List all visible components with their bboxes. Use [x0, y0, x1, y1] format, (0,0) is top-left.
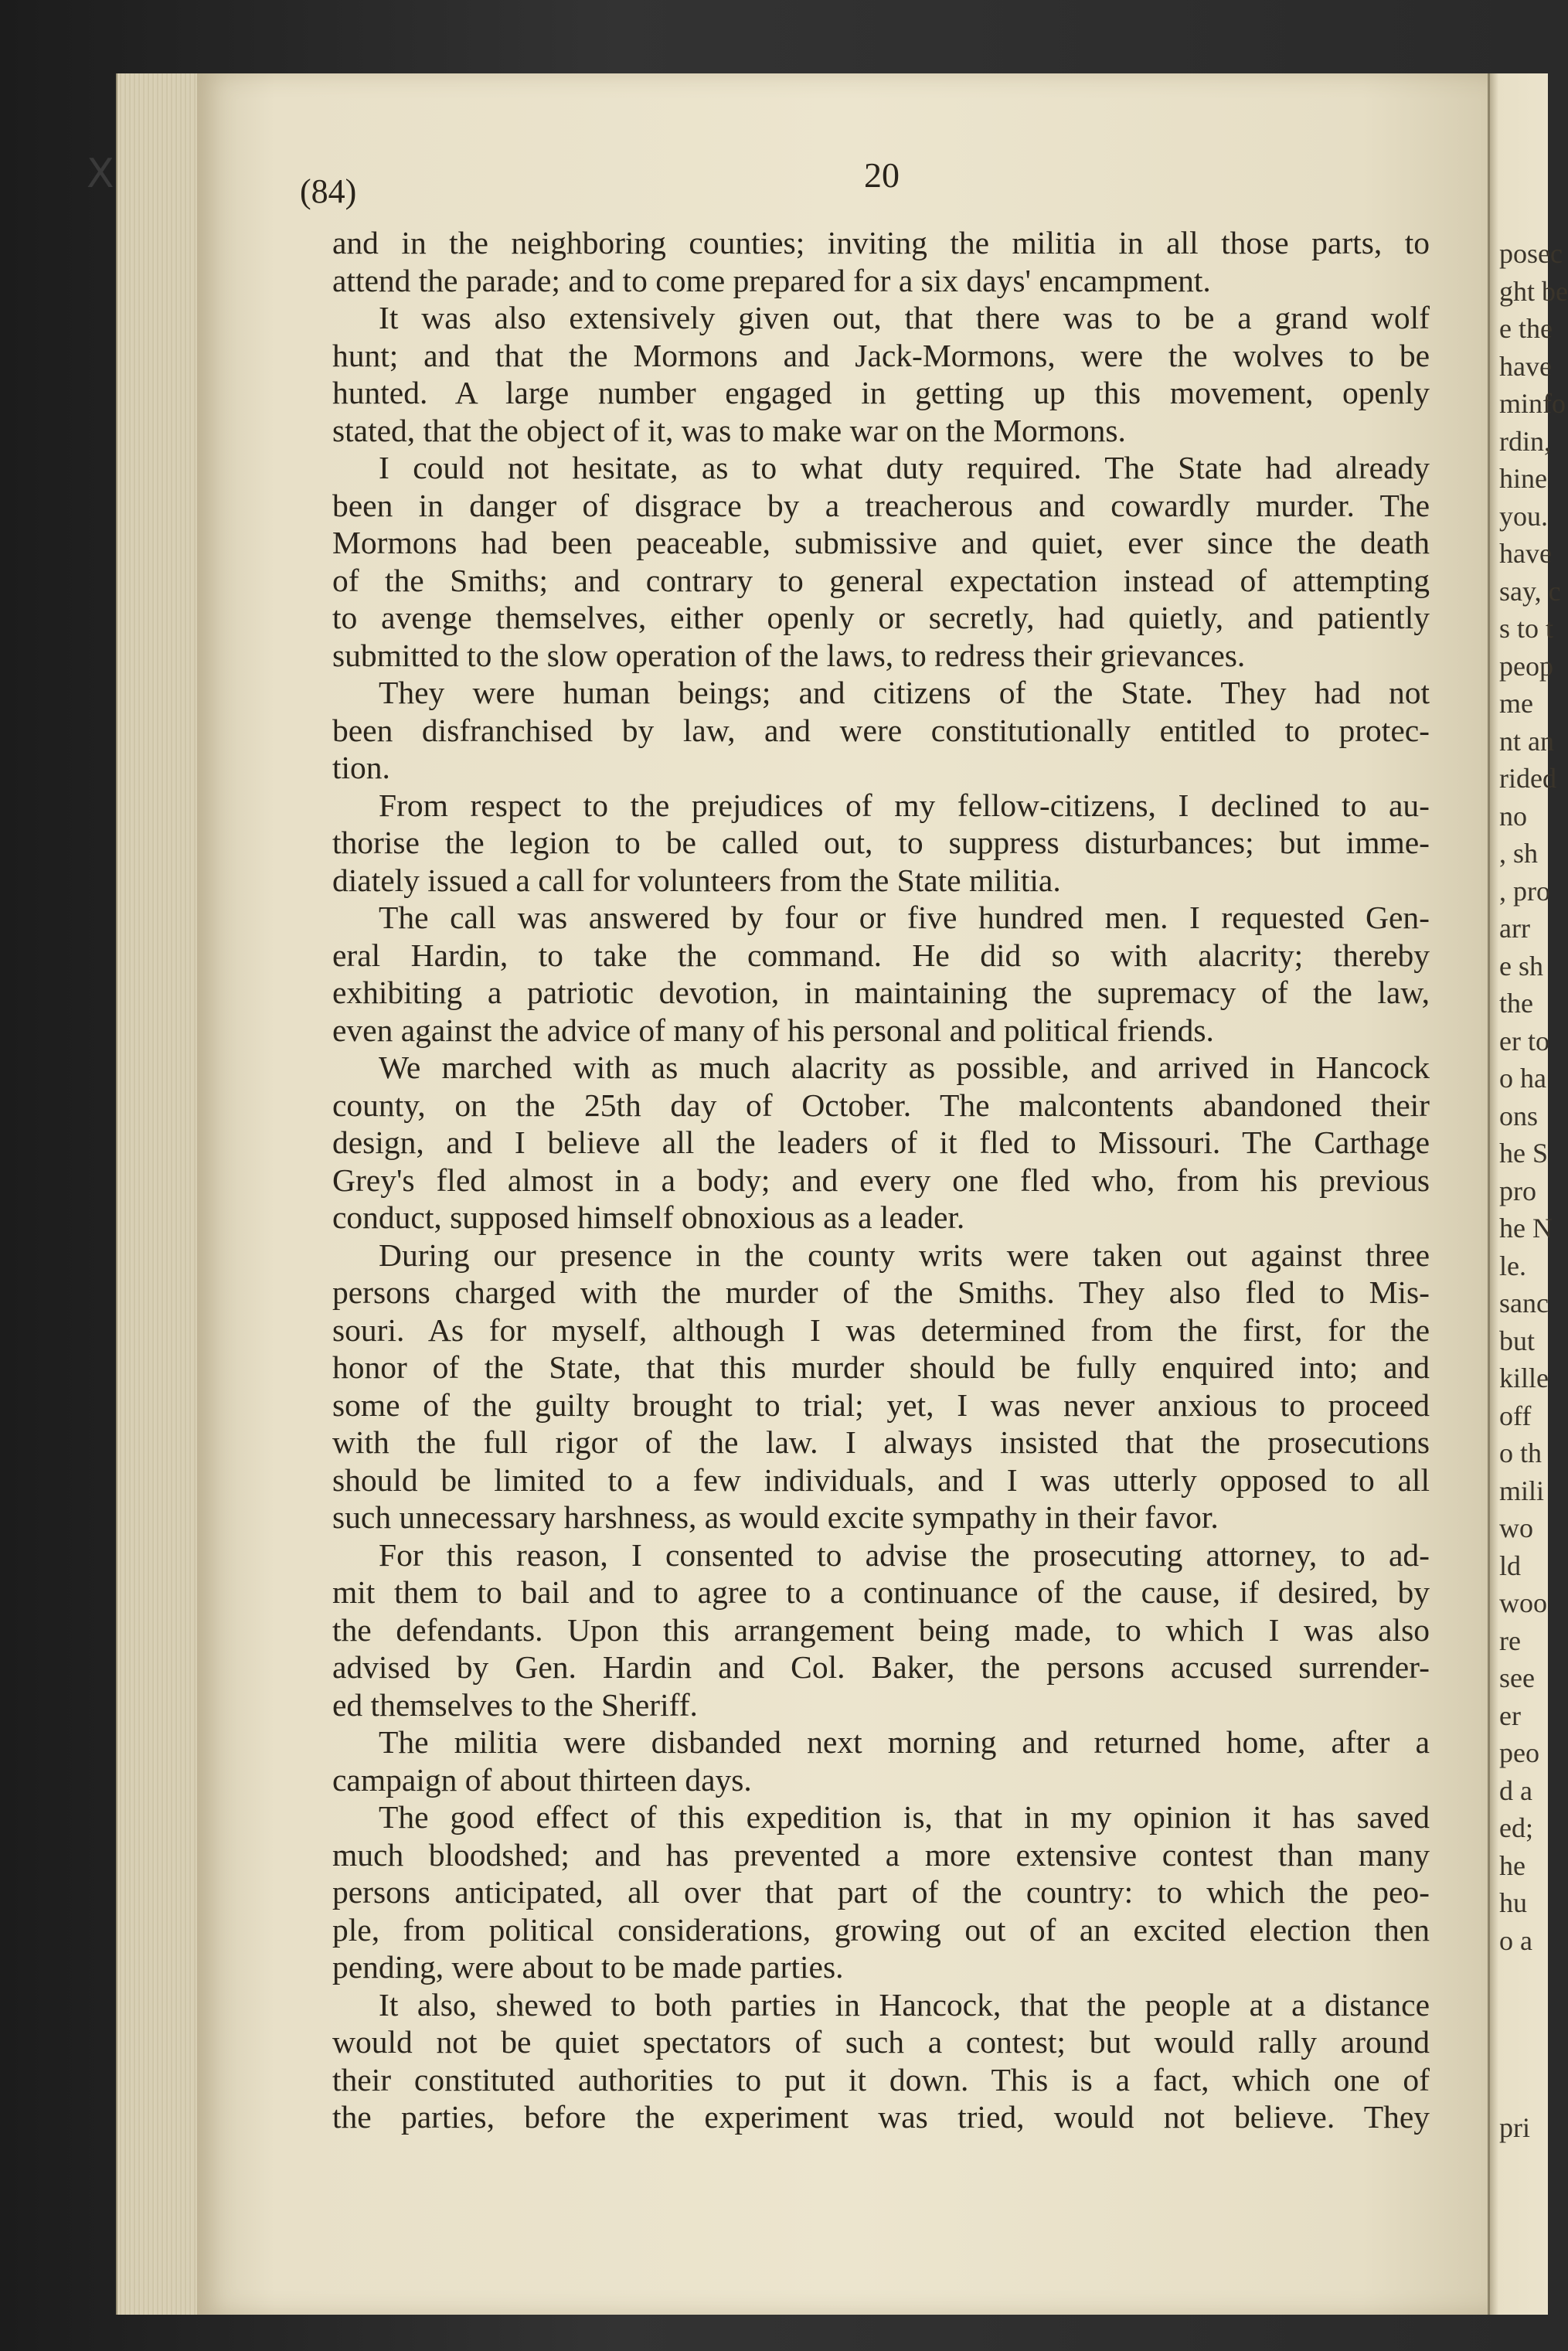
text-line: persons anticipated, all over that part of the country: to which the peo-: [332, 1874, 1430, 1910]
facing-page-text: pro: [1499, 1175, 1536, 1206]
facing-page-text: have: [1499, 538, 1552, 569]
text-line: hunted. A large number engaged in getting up this movement, openly: [332, 375, 1430, 410]
facing-page-text: ed;: [1499, 1812, 1533, 1843]
text-line: such unnecessary harshness, as would excite sympathy in their favor.: [332, 1499, 1219, 1535]
text-line: honor of the State, that this murder should be fully enquired into; and: [332, 1349, 1430, 1385]
facing-page-text: you.: [1499, 500, 1548, 532]
text-line: hunt; and that the Mormons and Jack-Mormons, were the wolves to be: [332, 337, 1430, 373]
facing-page-text: re: [1499, 1625, 1521, 1656]
facing-page-text: peop: [1499, 650, 1553, 682]
text-line: even against the advice of many of his personal and political friends.: [332, 1012, 1214, 1048]
text-line: to avenge themselves, either openly or secretly, had quietly, and patiently: [332, 600, 1430, 635]
text-line: design, and I believe all the leaders of it fled to Missouri. The Carthage: [332, 1124, 1430, 1160]
facing-page-text: no: [1499, 800, 1527, 832]
text-line: should be limited to a few individuals, and I was utterly opposed to all: [332, 1461, 1430, 1498]
facing-page-text: ons: [1499, 1100, 1539, 1131]
facing-page-text: say, c: [1499, 575, 1561, 607]
facing-page-text: peo: [1499, 1737, 1539, 1768]
facing-page-text: wo: [1499, 1512, 1533, 1543]
facing-page-fragment: [1488, 73, 1568, 2315]
facing-page-text: le.: [1499, 1250, 1526, 1281]
text-line: county, on the 25th day of October. The malcontents abandoned their: [332, 1087, 1430, 1123]
text-line: the defendants. Upon this arrangement being made, to which I was also: [332, 1611, 1430, 1648]
facing-page-text: ld: [1499, 1550, 1522, 1581]
text-line: stated, that the object of it, was to make war on the Mormons.: [332, 412, 1126, 448]
facing-page-text: see: [1499, 1662, 1535, 1693]
text-line: much bloodshed; and has prevented a more extensive contest than many: [332, 1836, 1430, 1873]
facing-page-text: he S: [1499, 1138, 1548, 1169]
text-line: mit them to bail and to agree to a continuance of the cause, if desired, by: [332, 1574, 1430, 1610]
text-line: conduct, supposed himself obnoxious as a leader.: [332, 1199, 965, 1235]
text-line: submitted to the slow operation of the laws, to redress their grievances.: [332, 637, 1246, 673]
facing-page-text: e the: [1499, 313, 1553, 344]
original-page-number: (84): [300, 172, 357, 210]
text-line: thorise the legion to be called out, to suppress disturbances; but imme-: [332, 825, 1430, 860]
text-line: It was also extensively given out, that there was to be a grand wolf: [379, 300, 1430, 335]
text-line: eral Hardin, to take the command. He did so with alacrity; thereby: [332, 937, 1430, 973]
text-line: the parties, before the experiment was tried, would not believe. They: [332, 2099, 1430, 2135]
facing-page-text: er: [1499, 1699, 1521, 1731]
facing-page-text: o a: [1499, 1924, 1532, 1956]
facing-page-text: rdin,: [1499, 425, 1551, 457]
facing-page-text: rided: [1499, 763, 1556, 794]
facing-page-text: but: [1499, 1325, 1536, 1356]
text-line: We marched with as much alacrity as possible, and arrived in Hancock: [379, 1050, 1430, 1085]
facing-page-text: posec: [1499, 238, 1563, 269]
facing-page-text: mili: [1499, 1475, 1545, 1506]
text-line: diately issued a call for volunteers from the State militia.: [332, 862, 1061, 898]
text-line: been in danger of disgrace by a treacherous and cowardly murder. The: [332, 487, 1430, 523]
text-line: their constituted authorities to put it down. This is a fact, which one of: [332, 2061, 1430, 2098]
facing-page-text: , sh: [1499, 838, 1539, 869]
text-line: ed themselves to the Sheriff.: [332, 1686, 698, 1723]
facing-page-text: woo: [1499, 1587, 1547, 1618]
facing-page-text: he N: [1499, 1213, 1553, 1244]
facing-page-text: me: [1499, 688, 1533, 719]
facing-page-text: minfo: [1499, 388, 1566, 419]
text-line: and in the neighboring counties; inviting the militia in all those parts, to: [332, 225, 1430, 260]
facing-page-text: hu: [1499, 1887, 1527, 1918]
text-line: ple, from political considerations, growing out of an excited election then: [332, 1911, 1430, 1948]
text-line: The militia were disbanded next morning and returned home, after a: [379, 1724, 1430, 1760]
facing-page-text: hine: [1499, 463, 1547, 494]
facing-page-text: , pro: [1499, 875, 1550, 907]
text-line: of the Smiths; and contrary to general expectation instead of attempting: [332, 562, 1430, 598]
facing-page-text: e sh: [1499, 950, 1543, 982]
text-line: been disfranchised by law, and were constitutionally entitled to protec-: [332, 712, 1430, 748]
text-line: Grey's fled almost in a body; and every one fled who, from his previous: [332, 1162, 1430, 1198]
text-line: tion.: [332, 750, 390, 785]
text-line: some of the guilty brought to trial; yet, I was never anxious to proceed: [332, 1386, 1430, 1423]
facing-page-text: kille: [1499, 1363, 1549, 1393]
text-line: The good effect of this expedition is, that in my opinion it has saved: [379, 1799, 1430, 1835]
margin-mark: X: [87, 151, 114, 197]
page-number: 20: [864, 155, 900, 195]
text-line: persons charged with the murder of the Smiths. They also fled to Mis-: [332, 1274, 1430, 1310]
facing-page-text: er to: [1499, 1025, 1549, 1056]
text-line: I could not hesitate, as to what duty required. The State had already: [379, 450, 1430, 485]
text-line: During our presence in the county writs were taken out against three: [379, 1237, 1430, 1273]
facing-page-text: sanc: [1499, 1288, 1549, 1318]
text-line: exhibiting a patriotic devotion, in maintaining the supremacy of the law,: [332, 975, 1430, 1010]
text-line: advised by Gen. Hardin and Col. Baker, the persons accused surrender-: [332, 1649, 1430, 1685]
facing-page-text: d a: [1499, 1774, 1532, 1806]
facing-page-text: o ha: [1499, 1063, 1546, 1094]
text-line: The call was answered by four or five hundred men. I requested Gen-: [379, 900, 1430, 935]
facing-page-text: s to t: [1499, 613, 1554, 644]
facing-page-text: pri: [1499, 2112, 1530, 2143]
facing-page-text: he: [1499, 1849, 1525, 1881]
text-line: would not be quiet spectators of such a contest; but would rally around: [332, 2024, 1430, 2060]
facing-page-text: have: [1499, 350, 1552, 382]
text-line: It also, shewed to both parties in Hancock, that the people at a distance: [379, 1986, 1430, 2023]
text-line: For this reason, I consented to advise the prosecuting attorney, to ad-: [379, 1536, 1430, 1573]
text-line: They were human beings; and citizens of the State. They had not: [379, 675, 1430, 710]
facing-page-text: ght be: [1499, 275, 1568, 307]
facing-page-text: arr: [1499, 913, 1530, 944]
text-line: souri. As for myself, although I was determined from the first, for the: [332, 1312, 1430, 1348]
text-line: From respect to the prejudices of my fellow-citizens, I declined to au-: [379, 787, 1430, 823]
text-line: campaign of about thirteen days.: [332, 1761, 752, 1798]
facing-page-text: off: [1499, 1400, 1532, 1431]
text-line: attend the parade; and to come prepared for a six days' encampment.: [332, 262, 1211, 298]
text-line: pending, were about to be made parties.: [332, 1949, 844, 1985]
body-text: [332, 224, 1430, 2136]
text-line: with the full rigor of the law. I always insisted that the prosecutions: [332, 1424, 1430, 1460]
book-page-edges: [116, 73, 202, 2315]
facing-page-text: nt an: [1499, 725, 1554, 757]
facing-page-text: the: [1499, 988, 1533, 1019]
text-line: Mormons had been peaceable, submissive and quiet, ever since the death: [332, 525, 1430, 560]
facing-page-text: o th: [1499, 1437, 1542, 1468]
